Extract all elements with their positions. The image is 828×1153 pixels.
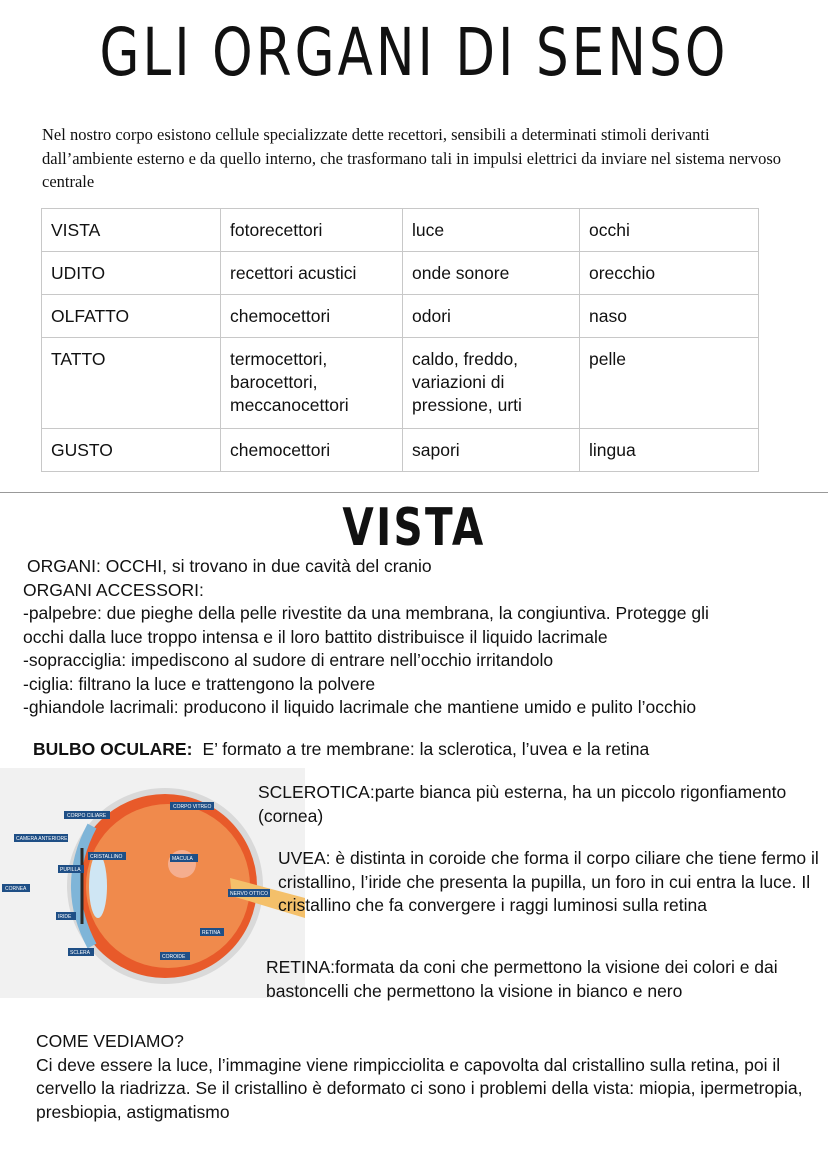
palpebre-line-2: occhi dalla luce troppo intensa e il loro battito distribuisce il liquido lacrimale xyxy=(23,626,608,647)
table-cell: naso xyxy=(580,295,759,338)
table-row xyxy=(42,429,759,472)
table-cell: sapori xyxy=(403,429,580,472)
table-cell: GUSTO xyxy=(42,429,221,472)
organs-list xyxy=(23,555,823,720)
sopracciglia-line: -sopracciglia: impediscono al sudore di entrare nell’occhio irritandolo xyxy=(23,650,554,670)
table-cell: termocettori, barocettori, meccanocettori xyxy=(221,338,403,429)
bulbo-text: E’ formato a tre membrane: la sclerotica, l’uvea e la retina xyxy=(202,739,650,759)
table-cell: UDITO xyxy=(42,252,221,295)
table-cell: pelle xyxy=(580,338,759,429)
sclerotica-paragraph: SCLEROTICA:parte bianca più esterna, ha un piccolo rigonfiamento (cornea) xyxy=(258,782,787,826)
table-cell: onde sonore xyxy=(403,252,580,295)
table-row xyxy=(42,295,759,338)
label-corpo-vitreo: CORPO VITREO xyxy=(173,804,212,810)
section-divider xyxy=(0,492,828,493)
uvea-paragraph: UVEA: è distinta in coroide che forma il corpo ciliare che tiene fermo il cristallino, l’iride che presenta la pupilla, un foro in cui entra la luce. Il cristallino che fa convergere i raggi luminosi sulla retina xyxy=(278,848,819,915)
senses-table xyxy=(41,208,759,472)
ciglia-line: -ciglia: filtrano la luce e trattengono la polvere xyxy=(23,673,376,694)
vista-title: VISTA xyxy=(342,498,486,558)
label-camera-anteriore: CAMERA ANTERIORE xyxy=(16,836,68,842)
retina-paragraph: RETINA:formata da coni che permettono la visione dei colori e dai bastoncelli che permettono la visione in bianco e nero xyxy=(266,957,778,1001)
table-row xyxy=(42,338,759,429)
organi-line: ORGANI: OCCHI, si trovano in due cavità del cranio xyxy=(27,556,432,576)
label-retina: RETINA xyxy=(202,930,221,936)
page-title: GLI ORGANI DI SENSO xyxy=(99,14,729,91)
table-cell: occhi xyxy=(580,209,759,252)
ghiandole-line: -ghiandole lacrimali: producono il liquido lacrimale che mantiene umido e pulito l’occhio xyxy=(23,697,697,717)
accessori-title: ORGANI ACCESSORI: xyxy=(23,579,204,600)
table-cell: recettori acustici xyxy=(221,252,403,295)
table-cell: VISTA xyxy=(42,209,221,252)
come-vediamo-section xyxy=(36,1030,816,1124)
label-cristallino: CRISTALLINO xyxy=(90,854,123,860)
table-cell: chemocettori xyxy=(221,295,403,338)
intro-paragraph: Nel nostro corpo esistono cellule specializzate dette recettori, sensibili a determinati stimoli derivanti dall’ambiente esterno e da quello interno, che trasformano tali in impulsi elettrici da inviare nel sistema nervoso centrale xyxy=(42,125,782,191)
table-cell: TATTO xyxy=(42,338,221,429)
label-pupilla: PUPILLA xyxy=(60,867,81,873)
table-cell: odori xyxy=(403,295,580,338)
label-sclera: SCLERA xyxy=(70,950,91,956)
come-vediamo-text: Ci deve essere la luce, l’immagine viene rimpicciolita e capovolta dal cristallino sulla retina, poi il cervello la riadrizza. Se il cristallino è deformato ci sono i problemi della vista: miopia, ipermetropia, presbiopia, astigmatismo xyxy=(36,1054,803,1122)
bulbo-line xyxy=(33,738,823,762)
label-cornea: CORNEA xyxy=(5,886,27,892)
table-cell: caldo, freddo, variazioni di pressione, urti xyxy=(403,338,580,429)
label-coroide: COROIDE xyxy=(162,954,186,960)
label-macula: MACULA xyxy=(172,856,193,862)
label-iride: IRIDE xyxy=(58,914,72,920)
label-nervo-ottico: NERVO OTTICO xyxy=(230,891,268,897)
table-cell: luce xyxy=(403,209,580,252)
table-cell: OLFATTO xyxy=(42,295,221,338)
table-cell: lingua xyxy=(580,429,759,472)
label-corpo-ciliare: CORPO CILIARE xyxy=(67,813,107,819)
bulbo-label: BULBO OCULARE: xyxy=(33,739,193,759)
table-cell: fotorecettori xyxy=(221,209,403,252)
table-cell: orecchio xyxy=(580,252,759,295)
palpebre-line-1: -palpebre: due pieghe della pelle rivestite da una membrana, la congiuntiva. Protegge gli xyxy=(23,603,709,623)
table-cell: chemocettori xyxy=(221,429,403,472)
come-vediamo-title: COME VEDIAMO? xyxy=(36,1031,184,1051)
table-row xyxy=(42,252,759,295)
table-row xyxy=(42,209,759,252)
